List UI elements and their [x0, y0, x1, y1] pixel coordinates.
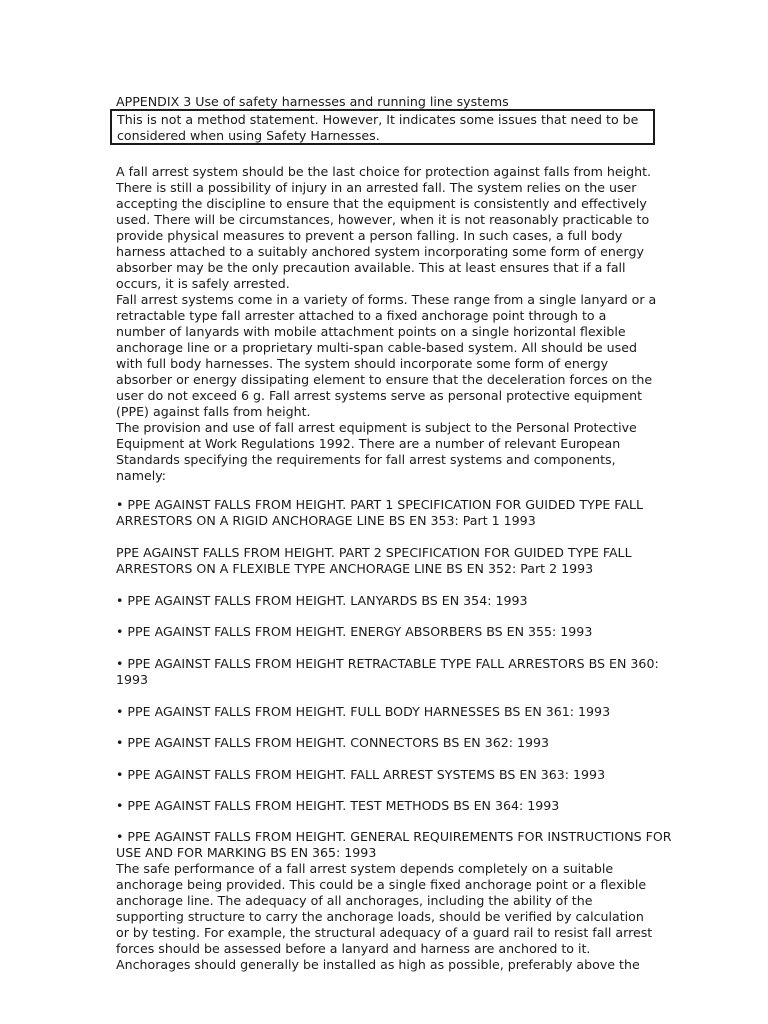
- standard-item: • PPE AGAINST FALLS FROM HEIGHT. LANYARDS BS EN 354: 1993: [116, 593, 528, 608]
- notice-line: This is not a method statement. However, It indicates some issues that need to be: [117, 112, 639, 127]
- body-line: The safe performance of a fall arrest system depends completely on a suitable: [116, 861, 614, 876]
- body-line: namely:: [116, 468, 166, 483]
- notice-line: considered when using Safety Harnesses.: [117, 128, 380, 143]
- notice-box: [110, 109, 655, 145]
- body-line: used. There will be circumstances, however, when it is not reasonably practicable to: [116, 212, 650, 227]
- body-line: number of lanyards with mobile attachment points on a single horizontal flexible: [116, 324, 626, 339]
- body-line: anchorage line. The adequacy of all anchorages, including the ability of the: [116, 893, 593, 908]
- standard-item: • PPE AGAINST FALLS FROM HEIGHT. ENERGY ABSORBERS BS EN 355: 1993: [116, 624, 593, 639]
- standard-item: USE AND FOR MARKING BS EN 365: 1993: [116, 845, 377, 860]
- body-line: user do not exceed 6 g. Fall arrest systems serve as personal protective equipment: [116, 388, 643, 403]
- standard-item: • PPE AGAINST FALLS FROM HEIGHT. FALL ARREST SYSTEMS BS EN 363: 1993: [116, 767, 606, 782]
- body-line: or by testing. For example, the structural adequacy of a guard rail to resist fall arrest: [116, 925, 653, 940]
- standard-item: PPE AGAINST FALLS FROM HEIGHT. PART 2 SPECIFICATION FOR GUIDED TYPE FALL: [116, 545, 632, 560]
- body-line: retractable type fall arrester attached to a fixed anchorage point through to a: [116, 308, 607, 323]
- standard-item: ARRESTORS ON A FLEXIBLE TYPE ANCHORAGE LINE BS EN 352: Part 2 1993: [116, 561, 594, 576]
- body-line: (PPE) against falls from height.: [116, 404, 311, 419]
- standard-item: • PPE AGAINST FALLS FROM HEIGHT. CONNECTORS BS EN 362: 1993: [116, 735, 550, 750]
- body-line: Equipment at Work Regulations 1992. There are a number of relevant European: [116, 436, 621, 451]
- standard-item: • PPE AGAINST FALLS FROM HEIGHT RETRACTABLE TYPE FALL ARRESTORS BS EN 360:: [116, 656, 659, 671]
- body-line: anchorage being provided. This could be a single fixed anchorage point or a flexible: [116, 877, 647, 892]
- body-line: absorber may be the only precaution available. This at least ensures that if a fall: [116, 260, 626, 275]
- standard-item: • PPE AGAINST FALLS FROM HEIGHT. TEST METHODS BS EN 364: 1993: [116, 798, 560, 813]
- body-line: A fall arrest system should be the last choice for protection against falls from height.: [116, 164, 652, 179]
- body-line: with full body harnesses. The system should incorporate some form of energy: [116, 356, 609, 371]
- body-line: anchorage line or a proprietary multi-span cable-based system. All should be used: [116, 340, 637, 355]
- standard-item: ARRESTORS ON A RIGID ANCHORAGE LINE BS EN 353: Part 1 1993: [116, 513, 536, 528]
- standard-item: • PPE AGAINST FALLS FROM HEIGHT. PART 1 SPECIFICATION FOR GUIDED TYPE FALL: [116, 497, 644, 512]
- body-line: Fall arrest systems come in a variety of forms. These range from a single lanyard or a: [116, 292, 657, 307]
- body-line: Anchorages should generally be installed as high as possible, preferably above the: [116, 957, 640, 972]
- body-line: harness attached to a suitably anchored system incorporating some form of energy: [116, 244, 644, 259]
- body-line: The provision and use of fall arrest equipment is subject to the Personal Protective: [116, 420, 637, 435]
- body-line: supporting structure to carry the anchorage loads, should be verified by calculation: [116, 909, 644, 924]
- body-line: accepting the discipline to ensure that the equipment is consistently and effectively: [116, 196, 647, 211]
- body-line: There is still a possibility of injury in an arrested fall. The system relies on the user: [116, 180, 637, 195]
- standard-item: • PPE AGAINST FALLS FROM HEIGHT. GENERAL REQUIREMENTS FOR INSTRUCTIONS FOR: [116, 829, 672, 844]
- body-line: provide physical measures to prevent a person falling. In such cases, a full body: [116, 228, 623, 243]
- body-line: occurs, it is safely arrested.: [116, 276, 290, 291]
- body-line: forces should be assessed before a lanyard and harness are anchored to it.: [116, 941, 591, 956]
- body-line: absorber or energy dissipating element to ensure that the deceleration forces on the: [116, 372, 653, 387]
- standard-item: • PPE AGAINST FALLS FROM HEIGHT. FULL BODY HARNESSES BS EN 361: 1993: [116, 704, 611, 719]
- appendix-heading: APPENDIX 3 Use of safety harnesses and running line systems: [116, 94, 509, 109]
- body-line: Standards specifying the requirements for fall arrest systems and components,: [116, 452, 616, 467]
- standard-item: 1993: [116, 672, 149, 687]
